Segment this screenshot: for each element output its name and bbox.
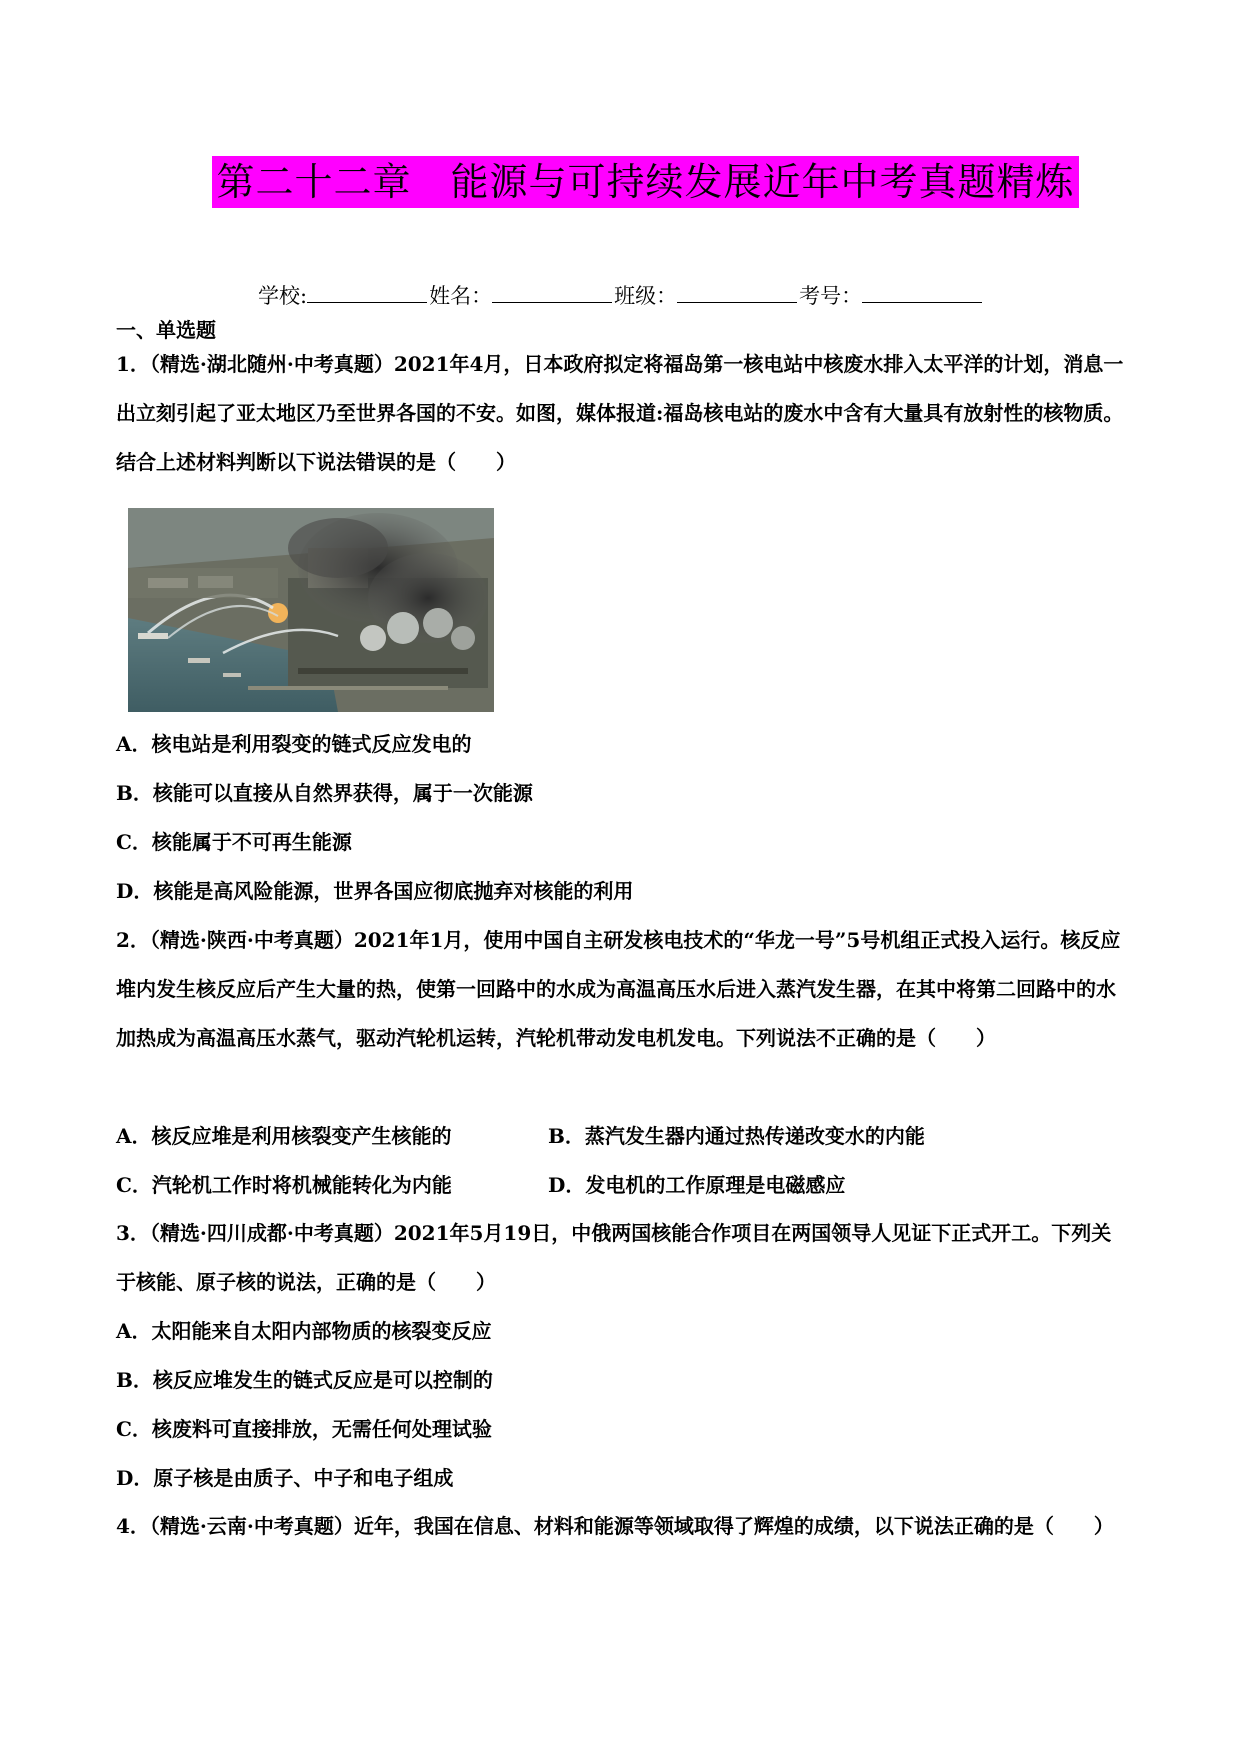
school-label: 学校: bbox=[258, 284, 308, 308]
page-title: 第二十二章 能源与可持续发展近年中考真题精炼 bbox=[212, 156, 1078, 208]
class-blank[interactable] bbox=[677, 282, 797, 303]
question-1-option-d: D．核能是高风险能源，世界各国应彻底抛弃对核能的利用 bbox=[116, 879, 634, 903]
question-1-option-c: C．核能属于不可再生能源 bbox=[116, 830, 352, 854]
student-info-line bbox=[258, 282, 984, 310]
question-1-stem: 1．（精选·湖北随州·中考真题）2021年4月，日本政府拟定将福岛第一核电站中核废水排入太平洋的计划，消息一出立刻引起了亚太地区乃至世界各国的不安。如图，媒体报道:福岛核电站的废水中含有大量具有放射性的核物质。结合上述材料判断以下说法错误的是（ ） bbox=[116, 352, 1124, 474]
question-3-option-a: A．太阳能来自太阳内部物质的核裂变反应 bbox=[116, 1319, 492, 1343]
exam-number-label: 考号： bbox=[799, 284, 863, 308]
question-1-option-a: A．核电站是利用裂变的链式反应发电的 bbox=[116, 732, 472, 756]
question-2-option-c: C．汽轮机工作时将机械能转化为内能 bbox=[116, 1173, 452, 1197]
question-2-option-a: A．核反应堆是利用核裂变产生核能的 bbox=[116, 1124, 452, 1148]
exam-number-blank[interactable] bbox=[862, 282, 982, 303]
school-blank[interactable] bbox=[307, 282, 427, 303]
section-heading: 一、单选题 bbox=[116, 318, 216, 342]
class-label: 班级： bbox=[614, 284, 678, 308]
question-3-option-b: B．核反应堆发生的链式反应是可以控制的 bbox=[116, 1368, 493, 1392]
name-label: 姓名： bbox=[429, 284, 493, 308]
question-3-option-d: D．原子核是由质子、中子和电子组成 bbox=[116, 1466, 454, 1490]
name-blank[interactable] bbox=[492, 282, 612, 303]
question-3-stem: 3．（精选·四川成都·中考真题）2021年5月19日，中俄两国核能合作项目在两国领导人见证下正式开工。下列关于核能、原子核的说法，正确的是（ ） bbox=[116, 1221, 1112, 1294]
question-2-option-d: D．发电机的工作原理是电磁感应 bbox=[548, 1173, 846, 1197]
nuclear-plant-photo bbox=[128, 508, 494, 712]
question-4-stem: 4．（精选·云南·中考真题）近年，我国在信息、材料和能源等领域取得了辉煌的成绩，以下说法正确的是（ ） bbox=[116, 1514, 1114, 1538]
question-2-option-b: B．蒸汽发生器内通过热传递改变水的内能 bbox=[548, 1124, 925, 1148]
question-2-stem: 2．（精选·陕西·中考真题）2021年1月，使用中国自主研发核电技术的“华龙一号”5号机组正式投入运行。核反应堆内发生核反应后产生大量的热，使第一回路中的水成为高温高压水后进入蒸汽发生器，在其中将第二回路中的水加热成为高温高压水蒸气，驱动汽轮机运转，汽轮机带动发电机发电。下列说法不正确的是（ ） bbox=[116, 928, 1121, 1050]
question-1-option-b: B．核能可以直接从自然界获得，属于一次能源 bbox=[116, 781, 533, 805]
question-3-option-c: C．核废料可直接排放，无需任何处理试验 bbox=[116, 1417, 492, 1441]
